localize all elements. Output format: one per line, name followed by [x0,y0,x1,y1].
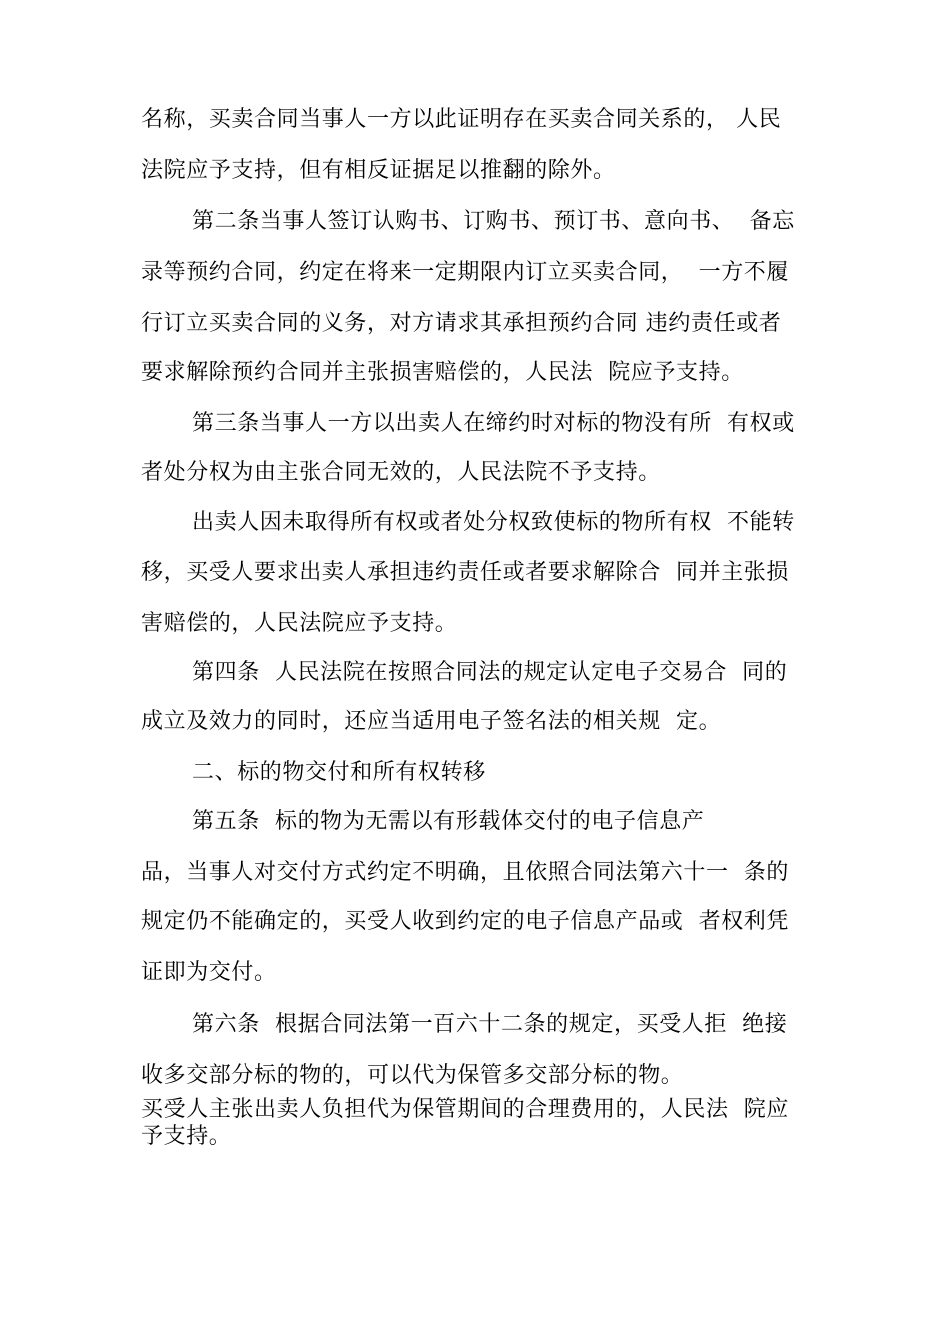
text-line-21: 买受人主张出卖人负担代为保管期间的合理费用的，人民法 院应 [141,1097,789,1122]
paragraph-seller-start: 出卖人因未取得所有权或者处分权致使标的物所有权 不能转 [192,510,795,535]
article-6-start: 第六条 根据合同法第一百六十二条的规定，买受人拒 绝接 [192,1012,788,1037]
section-heading-2: 二、标的物交付和所有权转移 [192,760,486,785]
text-line-1: 名称，买卖合同当事人一方以此证明存在买卖合同关系的， 人民 [141,107,782,132]
article-2-start: 第二条当事人签订认购书、订购书、预订书、意向书、 备忘 [192,209,795,234]
article-5-start: 第五条 标的物为无需以有形载体交付的电子信息产 [192,809,705,834]
article-4-start: 第四条 人民法院在按照合同法的规定认定电子交易合 同的 [192,660,788,685]
text-line-2: 法院应予支持，但有相反证据足以推翻的除外。 [141,158,616,183]
text-line-6: 要求解除预约合同并主张损害赔偿的，人民法 院应予支持。 [141,360,744,385]
text-line-11: 害赔偿的，人民法院应予支持。 [141,611,458,636]
text-line-16: 品，当事人对交付方式约定不明确，且依照合同法第六十一 条的 [141,860,789,885]
text-line-5: 行订立买卖合同的义务，对方请求其承担预约合同 违约责任或者 [141,311,782,336]
article-3-start: 第三条当事人一方以出卖人在缔约时对标的物没有所 有权或 [192,411,795,436]
text-line-13: 成立及效力的同时，还应当适用电子签名法的相关规 定。 [141,709,722,734]
text-line-10: 移，买受人要求出卖人承担违约责任或者要求解除合 同并主张损 [141,560,789,585]
text-line-18: 证即为交付。 [141,960,277,985]
text-line-17: 规定仍不能确定的，买受人收到约定的电子信息产品或 者权利凭 [141,909,789,934]
text-line-22: 予支持。 [141,1124,232,1149]
text-line-8: 者处分权为由主张合同无效的，人民法院不予支持。 [141,460,661,485]
text-line-4: 录等预约合同，约定在将来一定期限内订立买卖合同， 一方不履 [141,260,789,285]
text-line-20: 收多交部分标的物的，可以代为保管多交部分标的物。 [141,1063,684,1088]
